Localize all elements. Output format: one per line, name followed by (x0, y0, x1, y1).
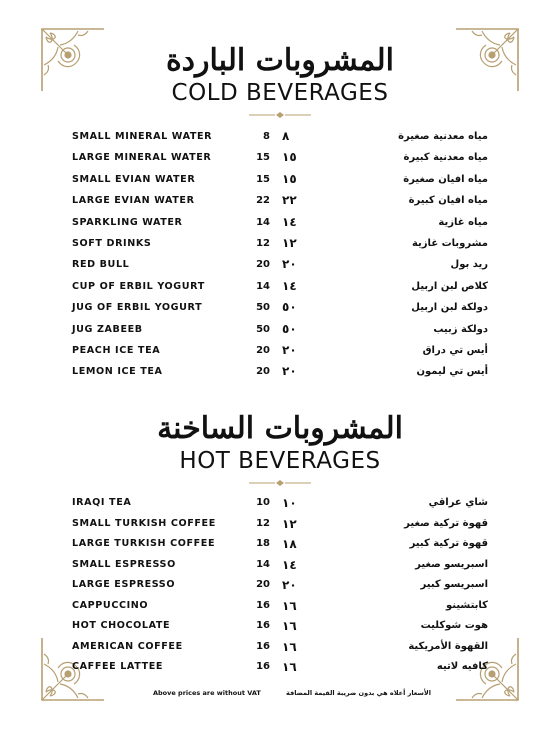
menu-item-price-ar: ١٦ (282, 660, 297, 674)
menu-item-price: 20 (256, 579, 270, 590)
menu-item-price: 16 (256, 640, 270, 652)
menu-item-row (0, 493, 560, 514)
menu-item-price-ar: ٢٠ (282, 578, 297, 592)
menu-item-name-ar: اسبريسو كبير (420, 579, 488, 590)
menu-item-name-ar: مياه غازية (438, 216, 488, 228)
menu-item-price: 16 (256, 620, 270, 631)
menu-item-name-en: LARGE TURKISH COFFEE (72, 538, 216, 549)
menu-item-row (0, 555, 560, 576)
menu-item-name-en: PEACH ICE TEA (72, 344, 161, 356)
menu-item-row (0, 276, 560, 297)
menu-item-row (0, 126, 560, 147)
menu-item-price-ar: ١٦ (282, 619, 297, 633)
menu-item-name-ar: مياه افيان صغيرة (403, 173, 488, 185)
menu-item-name-en: SOFT DRINKS (72, 237, 152, 249)
menu-item-name-en: SPARKLING WATER (72, 216, 183, 228)
menu-item-row (0, 169, 560, 190)
menu-item-price: 22 (256, 195, 270, 207)
menu-item-name-en: AMERICAN COFFEE (72, 640, 183, 652)
menu-item-row (0, 254, 560, 275)
menu-item-name-ar: شاي عراقي (428, 497, 488, 508)
menu-item-row (0, 212, 560, 233)
menu-item-price: 10 (256, 497, 270, 508)
menu-item-price: 20 (256, 259, 270, 271)
menu-item-name-ar: ريد بول (450, 259, 488, 271)
menu-item-price-ar: ١٨ (282, 537, 297, 551)
menu-item-price-ar: ١٤ (282, 557, 297, 572)
menu-item-name-ar: اسبريسو صغير (415, 558, 488, 570)
menu-item-price: 16 (256, 599, 270, 611)
menu-item-name-ar: هوت شوكليت (420, 620, 488, 631)
cold-title-en: COLD BEVERAGES (171, 80, 389, 106)
hot-title-ar: المشروبات الساخنة (157, 411, 403, 446)
menu-item-price-ar: ١٢ (282, 516, 297, 531)
menu-item-name-ar: مياه افيان كبيرة (408, 195, 488, 207)
menu-item-name-en: LARGE EVIAN WATER (72, 195, 195, 207)
menu-item-name-ar: دولكة لبن اربيل (411, 302, 488, 314)
menu-item-row (0, 340, 560, 361)
menu-item-name-ar: أيس تي ليمون (416, 366, 488, 378)
menu-item-name-en: LARGE MINERAL WATER (72, 152, 212, 164)
menu-item-name-ar: كابتشينو (445, 599, 488, 611)
hot-section-header (0, 412, 560, 486)
menu-item-name-ar: مياه معدنية كبيرة (403, 152, 488, 164)
menu-item-row (0, 361, 560, 382)
menu-item-name-en: LEMON ICE TEA (72, 366, 163, 378)
menu-item-name-en: SMALL MINERAL WATER (72, 131, 213, 142)
vat-note-ar: الأسعار أعلاه هي بدون ضريبة القيمة المضافة (286, 689, 431, 697)
menu-item-price-ar: ١٦ (282, 639, 297, 654)
menu-item-row (0, 514, 560, 535)
menu-item-name-en: HOT CHOCOLATE (72, 620, 171, 631)
menu-item-row (0, 575, 560, 596)
menu-item-name-en: CAPPUCCINO (72, 599, 149, 611)
menu-item-row (0, 637, 560, 658)
menu-item-price-ar: ١٥ (282, 171, 297, 186)
menu-item-name-en: LARGE ESPRESSO (72, 579, 176, 590)
menu-item-name-ar: كافيه لاتيه (436, 661, 488, 672)
menu-item-price: 20 (256, 344, 270, 356)
menu-item-row (0, 534, 560, 555)
menu-item-name-en: JUG ZABEEB (72, 323, 143, 335)
menu-item-price-ar: ٢٠ (282, 257, 297, 272)
menu-item-name-en: CUP OF ERBIL YOGURT (72, 280, 205, 292)
menu-item-price-ar: ١٦ (282, 598, 297, 613)
menu-item-price-ar: ٥٠ (282, 300, 297, 315)
ornamental-divider-icon (249, 112, 311, 118)
menu-item-price: 8 (263, 131, 270, 142)
hot-title-en: HOT BEVERAGES (179, 448, 381, 474)
menu-item-price: 14 (256, 558, 270, 570)
cold-title-ar: المشروبات الباردة (165, 43, 395, 78)
menu-item-price-ar: ٢٢ (282, 193, 297, 208)
cold-menu-list (0, 126, 560, 383)
menu-item-price: 16 (256, 661, 270, 672)
hot-menu-list (0, 493, 560, 678)
menu-item-price: 50 (256, 323, 270, 335)
cold-section-header (0, 44, 560, 118)
menu-item-name-en: SMALL EVIAN WATER (72, 173, 196, 185)
menu-item-price: 15 (256, 173, 270, 185)
menu-item-price-ar: ١٥ (282, 150, 297, 165)
menu-item-price: 18 (256, 538, 270, 549)
menu-item-price: 12 (256, 517, 270, 529)
menu-item-price-ar: ١٤ (282, 278, 297, 293)
menu-item-row (0, 596, 560, 617)
menu-item-price: 14 (256, 280, 270, 292)
menu-item-price-ar: ٢٠ (282, 342, 297, 357)
menu-item-row (0, 319, 560, 340)
menu-item-name-en: RED BULL (72, 259, 130, 271)
menu-item-name-en: CAFFEE LATTEE (72, 661, 164, 672)
menu-item-price-ar: ١٢ (282, 235, 297, 250)
vat-note-en: Above prices are without VAT (153, 689, 261, 697)
menu-item-name-en: SMALL ESPRESSO (72, 558, 176, 570)
menu-item-price-ar: ٥٠ (282, 321, 297, 336)
menu-item-price-ar: ٨ (282, 129, 290, 143)
menu-item-price: 20 (256, 366, 270, 378)
menu-item-name-ar: مشروبات غازية (411, 237, 488, 249)
menu-item-price: 50 (256, 302, 270, 314)
menu-item-price: 14 (256, 216, 270, 228)
ornamental-divider-icon (249, 480, 311, 486)
menu-item-row (0, 297, 560, 318)
menu-item-price: 15 (256, 152, 270, 164)
menu-item-price-ar: ١٠ (282, 496, 297, 510)
menu-item-price-ar: ١٤ (282, 214, 297, 229)
menu-item-name-en: JUG OF ERBIL YOGURT (72, 302, 203, 314)
menu-item-name-ar: مياه معدنية صغيرة (398, 131, 488, 142)
menu-item-name-en: IRAQI TEA (72, 497, 132, 508)
menu-item-row (0, 147, 560, 168)
menu-item-name-ar: قهوة تركية صغير (404, 517, 488, 529)
menu-item-name-ar: كلاص لبن اربيل (411, 280, 488, 292)
menu-item-price-ar: ٢٠ (282, 364, 297, 379)
menu-item-row (0, 233, 560, 254)
menu-item-name-en: SMALL TURKISH COFFEE (72, 517, 216, 529)
menu-item-name-ar: أيس تي دراق (422, 344, 488, 356)
menu-item-name-ar: دولكة زبيب (433, 323, 488, 335)
vat-note (0, 689, 560, 703)
menu-item-row (0, 657, 560, 678)
menu-item-row (0, 190, 560, 211)
menu-item-name-ar: قهوة تركية كبير (409, 538, 488, 549)
menu-item-row (0, 616, 560, 637)
menu-item-price: 12 (256, 237, 270, 249)
menu-item-name-ar: القهوة الأمريكية (408, 640, 488, 652)
